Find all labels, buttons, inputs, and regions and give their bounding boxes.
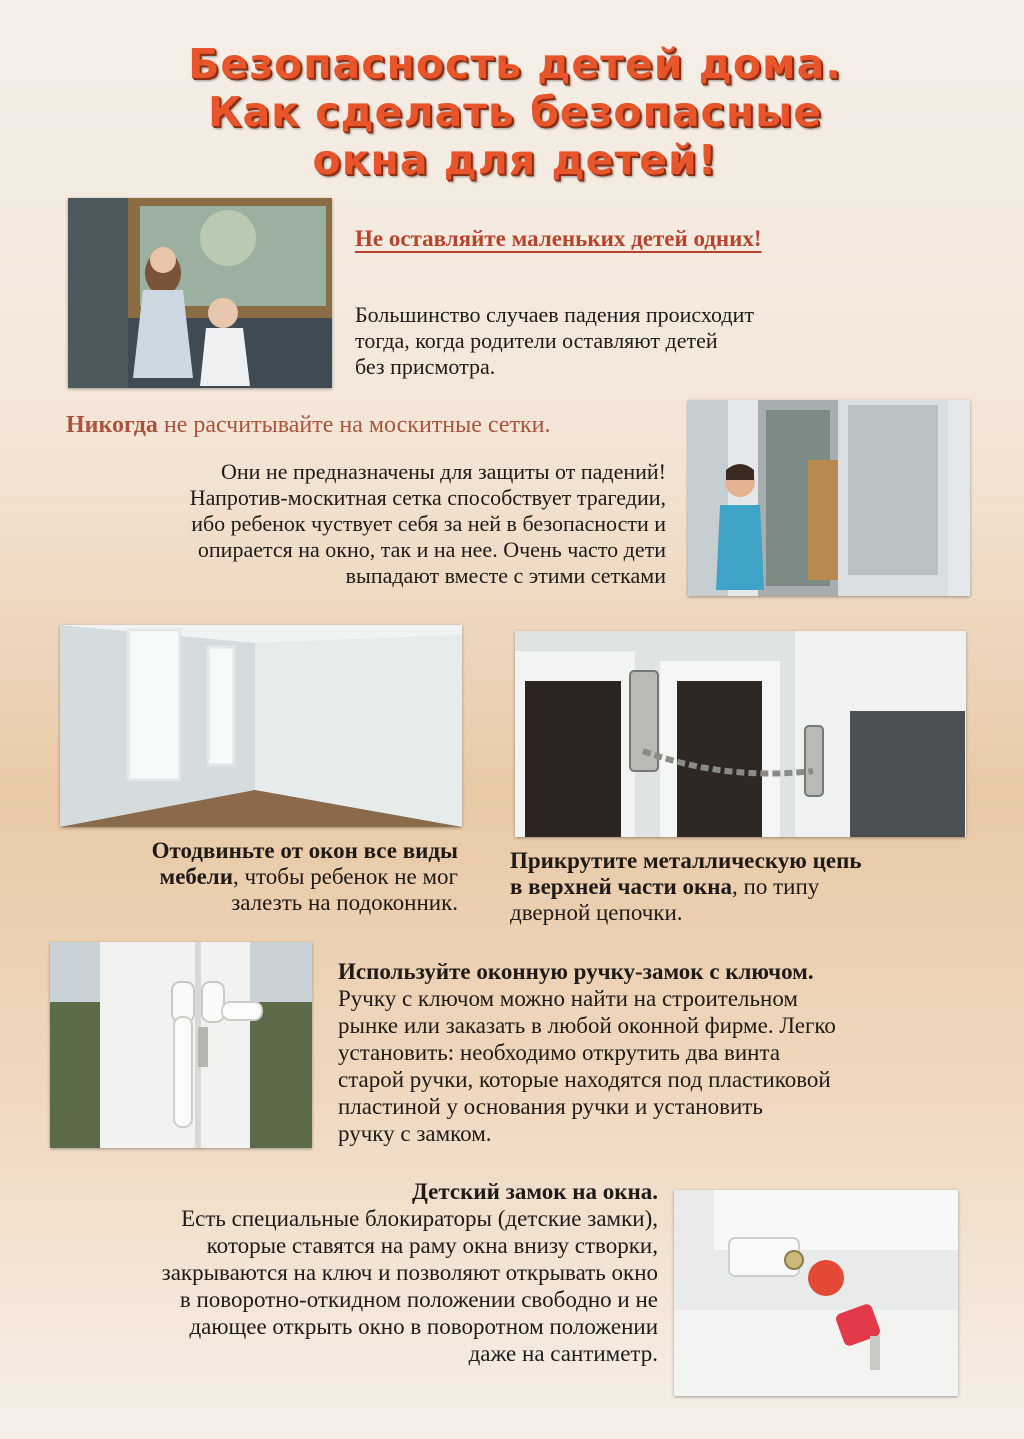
- section1-line-2: тогда, когда родители оставляют детей: [355, 328, 718, 353]
- section4-rest-2: , по типу: [732, 874, 820, 899]
- section3-rest-2: , чтобы ребенок не мог: [232, 864, 458, 889]
- section6-line-5: дающее открыть окно в поворотном положении: [189, 1314, 658, 1339]
- title-line-3: окна для детей!: [312, 136, 718, 184]
- section6-heading: Детский замок на окна.: [412, 1179, 658, 1204]
- page-title: [120, 40, 910, 184]
- section1-line-1: Большинство случаев падения происходит: [355, 302, 754, 327]
- photo-child-lock: [674, 1190, 958, 1396]
- section2-line-5: выпадают вместе с этими сетками: [345, 563, 666, 588]
- photo-mosquito-net: [688, 400, 970, 596]
- section2-line-3: ибо ребенок чуствует себя за ней в безопасности и: [191, 511, 666, 536]
- section6-line-3: закрываются на ключ и позволяют открывать окно: [161, 1260, 658, 1285]
- title-line-1: Безопасность детей дома.: [188, 40, 842, 88]
- photo-children-at-window: [68, 198, 332, 388]
- section3-line-3: залезть на подоконник.: [231, 890, 458, 915]
- title-line-2: Как сделать безопасные: [207, 88, 823, 136]
- photo-empty-room: [60, 625, 462, 827]
- section6-text: [44, 1178, 658, 1367]
- section2-line-1: Они не предназначены для защиты от падений!: [220, 459, 666, 484]
- section2-line-4: опирается на окно, так и на нее. Очень часто дети: [197, 537, 666, 562]
- section2-line-2: Напротив-москитная сетка способствует трагедии,: [189, 485, 666, 510]
- section2-heading-bold: Никогда: [66, 412, 158, 438]
- section4-text: [510, 848, 862, 926]
- section5-line-2: рынке или заказать в любой оконной фирме. Легко: [338, 1013, 836, 1038]
- section4-bold-2: в верхней части окна: [510, 874, 733, 899]
- section2-heading: [66, 412, 551, 439]
- photo-window-chain: [515, 631, 966, 837]
- section6-line-4: в поворотно-откидном положении свободно и не: [179, 1287, 658, 1312]
- section5-heading: Используйте оконную ручку-замок с ключом.: [338, 959, 814, 984]
- section5-line-3: установить: необходимо открутить два винта: [338, 1040, 781, 1065]
- section4-line-2: [510, 874, 862, 900]
- section1-body: [355, 302, 754, 380]
- section3-text: [60, 838, 458, 916]
- section3-line-1: Отодвиньте от окон все виды: [151, 838, 458, 863]
- section2-heading-rest: не расчитывайте на москитные сетки.: [157, 412, 551, 438]
- section5-text: [338, 958, 836, 1147]
- section2-body: [62, 459, 666, 589]
- section5-line-4: старой ручки, которые находятся под пластиковой: [338, 1067, 831, 1092]
- section6-line-2: которые ставятся на раму окна внизу створки,: [206, 1233, 658, 1258]
- section5-line-1: Ручку с ключом можно найти на строительном: [338, 986, 798, 1011]
- section4-line-1: Прикрутите металлическую цепь: [510, 848, 862, 873]
- section6-line-1: Есть специальные блокираторы (детские замки),: [181, 1206, 658, 1231]
- section4-line-3: дверной цепочки.: [510, 900, 683, 925]
- section3-bold-2: мебели: [159, 864, 233, 889]
- section1-line-3: без присмотра.: [355, 354, 496, 379]
- section1-heading: Не оставляйте маленьких детей одних!: [355, 226, 762, 251]
- section5-line-5: пластиной у основания ручки и установить: [338, 1094, 763, 1119]
- photo-window-handle-lock: [50, 942, 312, 1148]
- section6-line-6: даже на сантиметр.: [468, 1341, 658, 1366]
- section3-line-2: [60, 864, 458, 890]
- section5-line-6: ручку с замком.: [338, 1121, 492, 1146]
